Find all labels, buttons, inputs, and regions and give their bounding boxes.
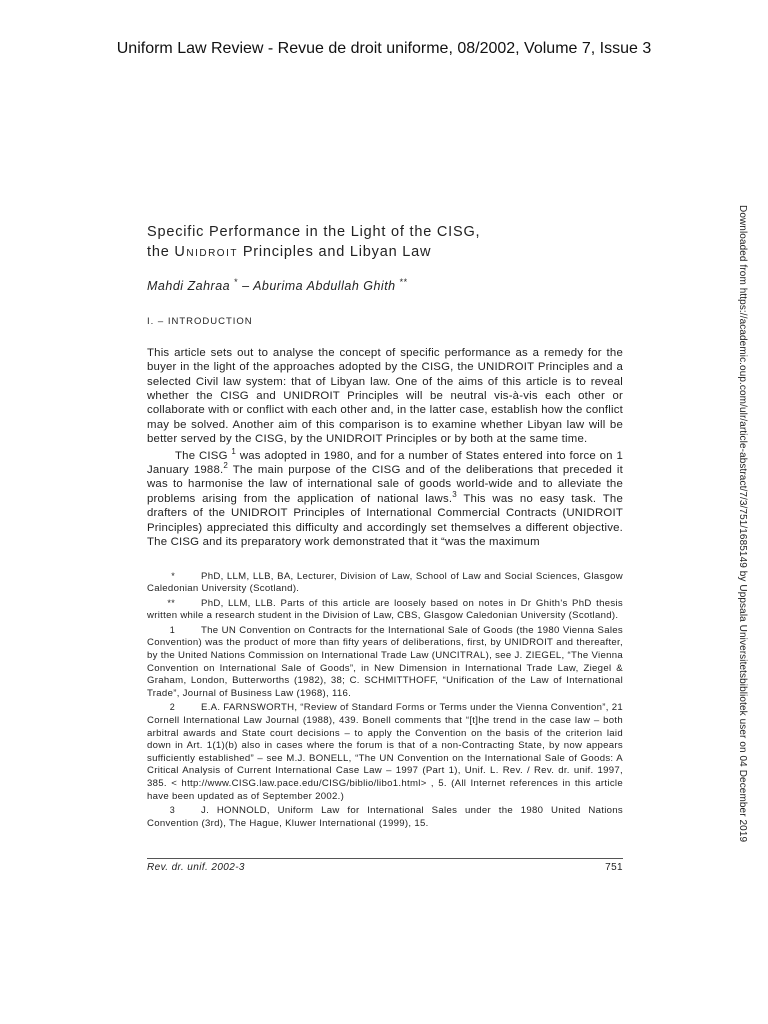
para2-part-b: was adopted in 1980, and for a number of States entered into force on 1 January 1988. [147, 449, 624, 477]
author-1: Mahdi Zahraa [147, 279, 231, 293]
author-2-mark: ** [399, 276, 408, 287]
journal-header: Uniform Law Review - Revue de droit uniforme, 08/2002, Volume 7, Issue 3 [116, 40, 652, 57]
footnote [147, 597, 623, 623]
footnote [147, 804, 623, 830]
title-line-1: Specific Performance in the Light of the CISG, [147, 224, 481, 240]
footnote-ref-1[interactable]: 1 [231, 446, 237, 456]
para2-part-c: The main purpose of the CISG and of the deliberations that preceded it was to harmonise the law of international sale of goods world-wide and to alleviate the problems arising from the application of national laws. [147, 464, 623, 505]
footer-journal-ref: Rev. dr. unif. 2002-3 [147, 862, 245, 873]
author-1-mark: * [234, 276, 239, 287]
footnote-text: The UN Convention on Contracts for the International Sale of Goods (the 1980 Vienna Sales Convention) was the product of more than fifty years of deliberations, first, by UNIDROIT and thereafter, by the United Nations Commission on International Trade Law (UNCITRAL), see J. ZIEGEL, “The Vienna Convention on International Sale of Goods”, in New Dimension in International Trade Law, Ziegel & Graham, London, Butterworths (1982), 38; C. SCHMITTHOFF, “Unification of the Law of International Trade”, Journal of Business Law (1968), 116. [147, 624, 623, 699]
para2-part-a: The CISG [175, 449, 232, 462]
footnote-text: PhD, LLM, LLB, BA, Lecturer, Division of Law, School of Law and Social Sciences, Glasgow Caledonian University (Scotland). [147, 570, 623, 595]
article-page [147, 222, 623, 831]
footnote-ref-3[interactable]: 3 [452, 490, 457, 500]
footnote-mark: ** [167, 597, 175, 608]
footnote-mark: * [171, 570, 175, 581]
author-line [147, 276, 623, 293]
footnotes [147, 570, 623, 831]
footnote [147, 570, 623, 596]
body-text [147, 346, 623, 550]
footnote-ref-2[interactable]: 2 [223, 461, 228, 471]
page-number: 751 [605, 862, 623, 873]
title-line-2-post: Principles and Libyan Law [237, 244, 432, 260]
page-footer [147, 858, 623, 873]
footnote-text: PhD, LLM, LLB. Parts of this article are loosely based on notes in Dr Ghith's PhD thesis written while a research student in the Division of Law, CBS, Glasgow Caledonian University (Scotland). [147, 597, 623, 622]
article-title [147, 222, 623, 262]
paragraph-1: This article sets out to analyse the concept of specific performance as a remedy for the buyer in the light of the approaches adopted by the CISG, the UNIDROIT Principles and a selected Civil law system: that of Libyan law. One of the aims of this article is to reveal whether the CISG and UNIDROIT Principles will be neutral vis-à-vis each other or collaborate with or conflict with each other and, in the latter case, establish how the conflict may be solved. Another aim of this comparison is to examine whether Libyan law will be better served by the CISG, by the UNIDROIT Principles or by both at the same time. [147, 346, 623, 446]
author-separator: – [238, 279, 254, 293]
footnote-mark: 2 [169, 702, 175, 713]
paragraph-2 [147, 446, 624, 550]
title-line-2-pre: the [147, 244, 175, 260]
footnote [147, 701, 623, 803]
title-unidroit: Unidroit [174, 244, 238, 260]
footnote-mark: 1 [169, 624, 175, 635]
author-2: Aburima Abdullah Ghith [253, 279, 396, 293]
footnote-text: J. HONNOLD, Uniform Law for International Sales under the 1980 United Nations Convention (3rd), The Hague, Kluwer International (1999), 15. [147, 805, 623, 829]
download-notice: Downloaded from https://academic.oup.com/ulr/article-abstract/7/3/751/1685149 by Uppsala Universitetsbibliotek user on 04 December 2019 [737, 205, 748, 843]
footnote [147, 624, 623, 701]
section-heading: I. – INTRODUCTION [147, 316, 253, 328]
download-watermark [736, 205, 750, 843]
para2-part-d: This was no easy task. The drafters of the UNIDROIT Principles of International Commercial Contracts (UNIDROIT Principles) appreciated this difficulty and accordingly set themselves a different objective. The CISG and its preparatory work demonstrated that it “was the maximum [147, 492, 624, 549]
footnote-text: E.A. FARNSWORTH, “Review of Standard Forms or Terms under the Vienna Convention”, 21 Cornell International Law Journal (1988), 439. Bonell comments that “[t]he trend in the case law – both arbitral awards and State court decisions – to apply the Convention on the basis of the criterion laid down in Art. 1(1)(b) also in cases where the forum is that of a non-Contracting State, by now appears sufficiently established” – see M.J. BONELL, “The UN Convention on the International Sale of Goods: A Critical Analysis of Current International Case Law – 1997 (Part 1), Unif. L. Rev. / Rev. dr. unif. 1997, 385. < http://www.CISG.law.pace.edu/CISG/biblio/libo1.html> , 5. (All Internet references in this article have been updated as of September 2002.) [147, 702, 623, 802]
footnote-mark: 3 [169, 805, 175, 816]
